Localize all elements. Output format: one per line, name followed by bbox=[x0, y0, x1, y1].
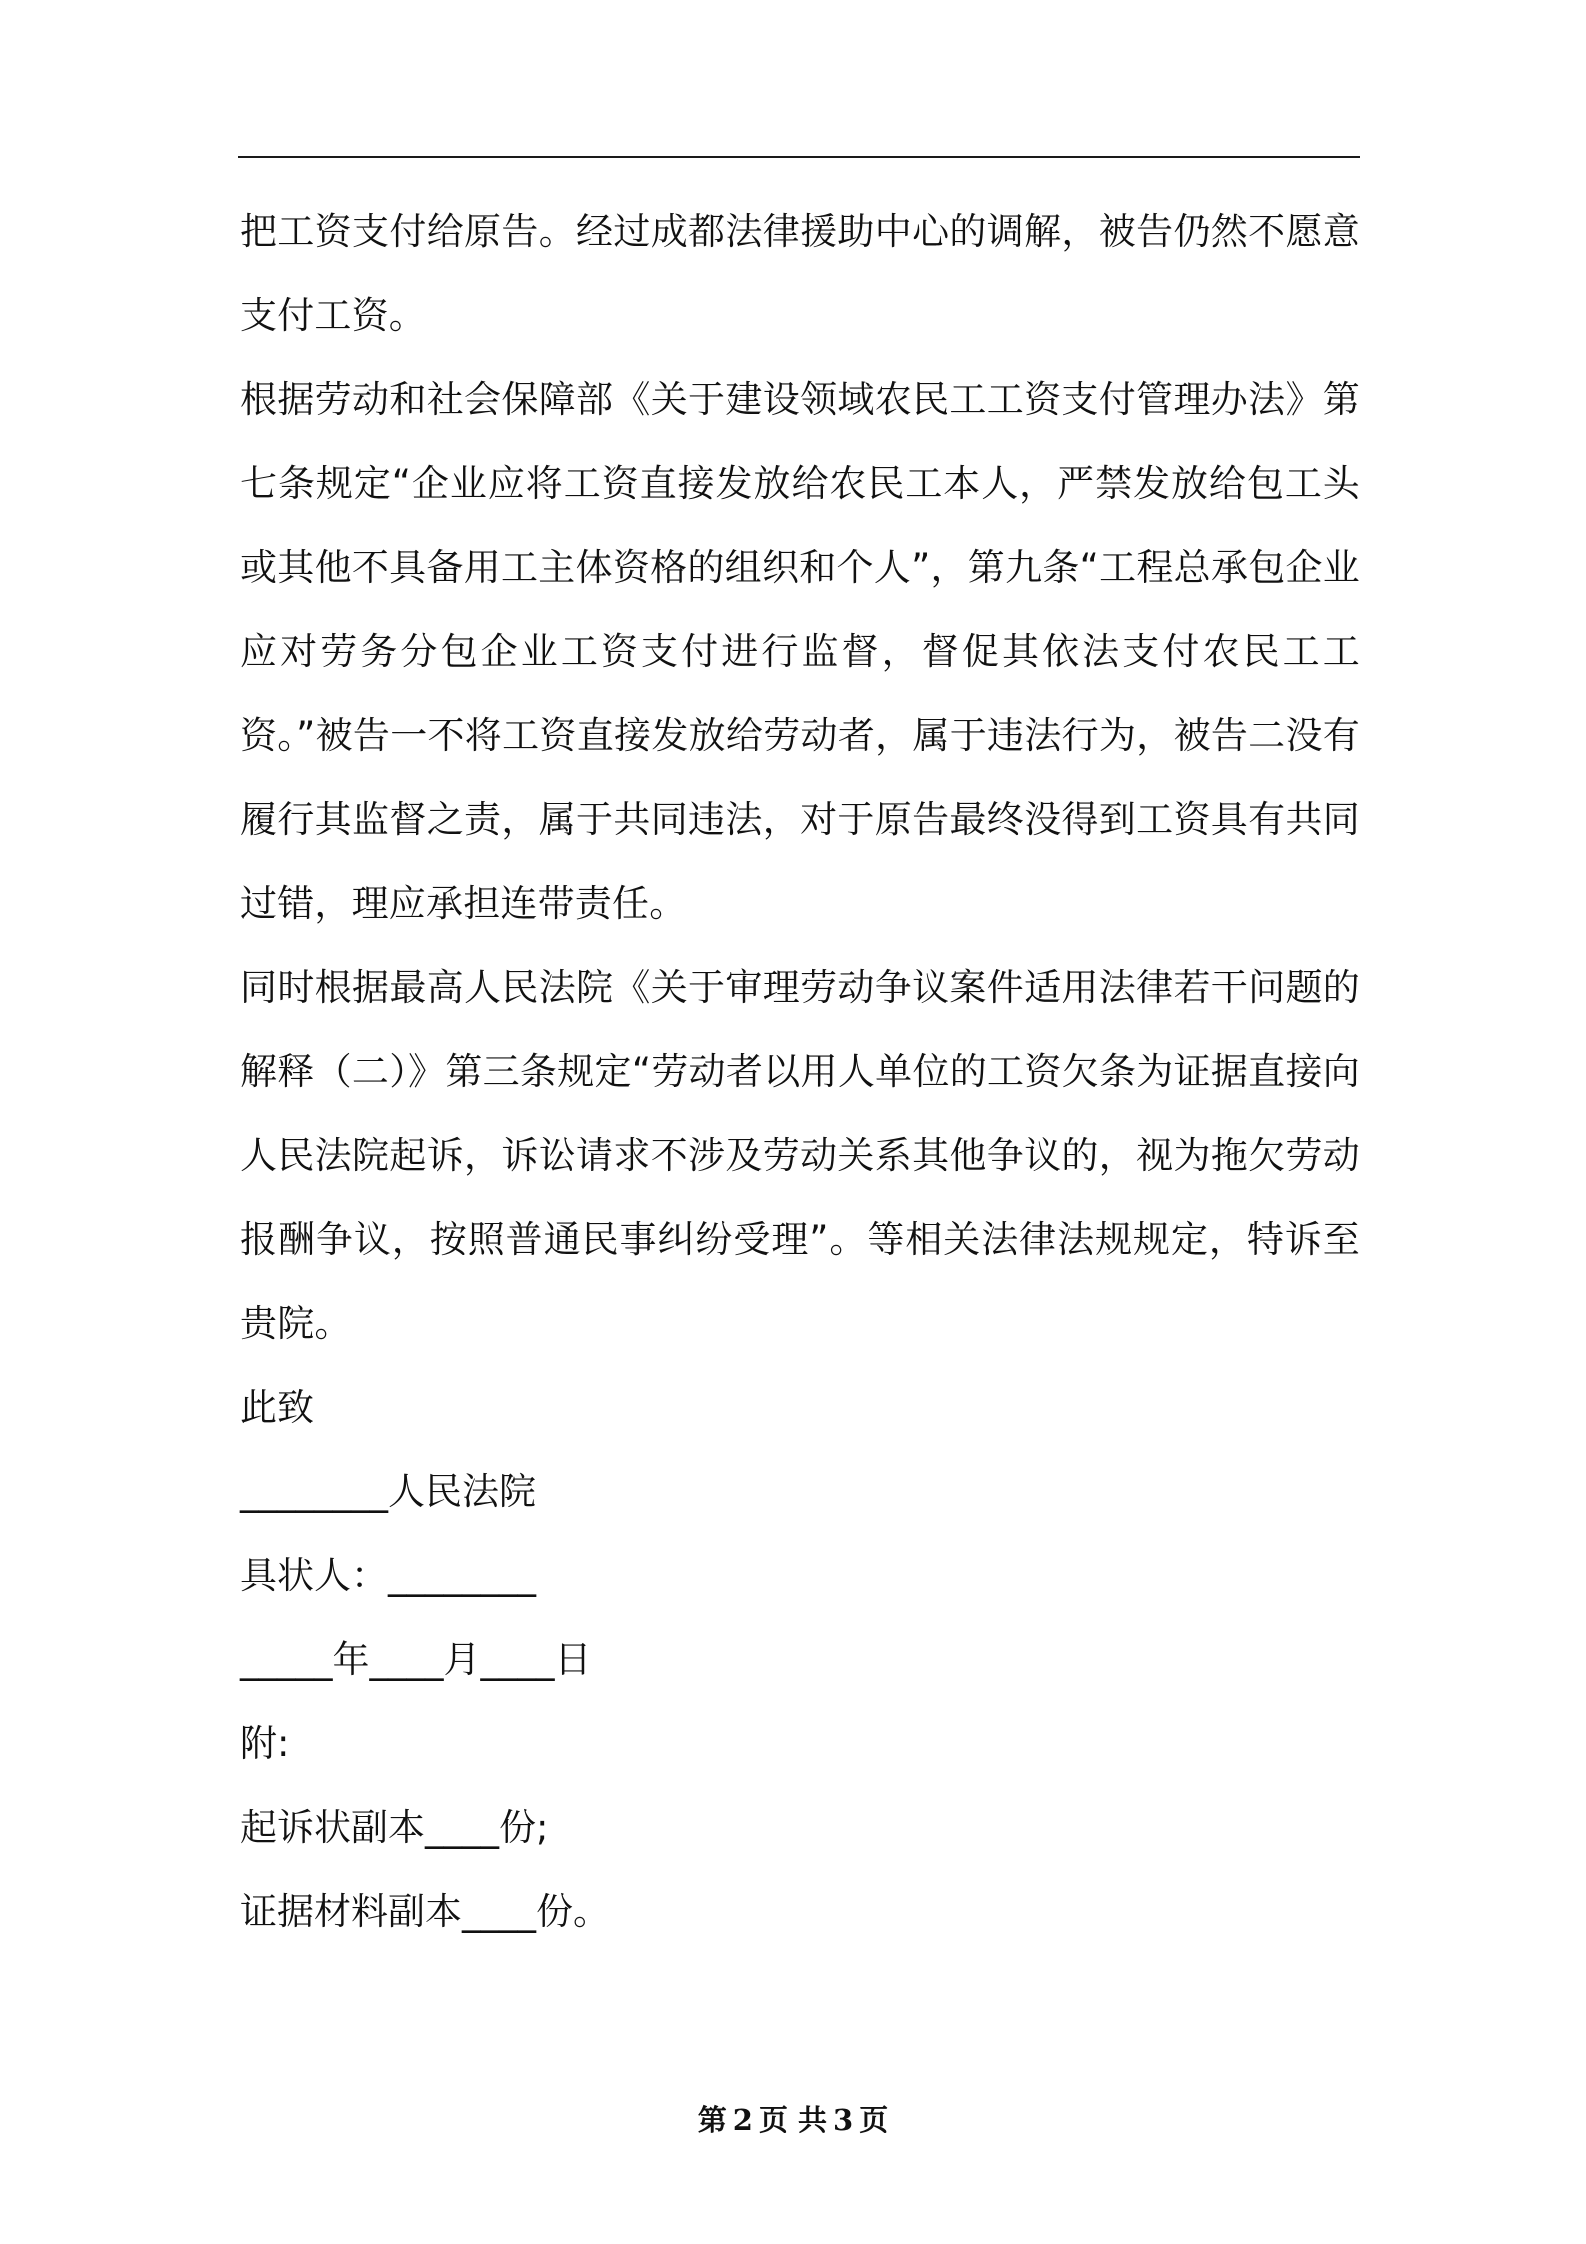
page-suffix: 页 bbox=[859, 2103, 889, 2137]
document-body bbox=[240, 190, 1360, 1954]
paragraph-2: 根据劳动和社会保障部《关于建设领域农民工工资支付管理办法》第七条规定“企业应将工资直接发放给农民工本人，严禁发放给包工头或其他不具备用工主体资格的组织和个人”，第九条“工程总承包企业应对劳务分包企业工资支付进行监督，督促其依法支付农民工工资。”被告一不将工资直接发放给劳动者，属于违法行为，被告二没有履行其监督之责，属于共同违法，对于原告最终没得到工资具有共同过错，理应承担连带责任。 bbox=[240, 378, 1360, 925]
date-line: _____年____月____日 bbox=[240, 1638, 592, 1681]
closing-salutation: 此致 bbox=[240, 1386, 314, 1429]
page-total: 3 bbox=[833, 2103, 854, 2137]
attachment-evidence-copies: 证据材料副本____份。 bbox=[240, 1890, 610, 1933]
attachments-label: 附: bbox=[240, 1722, 290, 1765]
page-middle: 页 共 bbox=[758, 2103, 828, 2137]
header-rule bbox=[238, 156, 1360, 158]
page-prefix: 第 bbox=[697, 2103, 727, 2137]
page-footer bbox=[0, 2098, 1586, 2139]
paragraph-1: 把工资支付给原告。经过成都法律援助中心的调解，被告仍然不愿意支付工资。 bbox=[240, 210, 1360, 337]
signer-line: 具状人：________ bbox=[240, 1554, 536, 1597]
page-current: 2 bbox=[732, 2103, 753, 2137]
attachment-complaint-copies: 起诉状副本____份; bbox=[240, 1806, 549, 1849]
court-line: ________人民法院 bbox=[240, 1470, 536, 1513]
paragraph-3: 同时根据最高人民法院《关于审理劳动争议案件适用法律若干问题的解释（二）》第三条规定“劳动者以用人单位的工资欠条为证据直接向人民法院起诉，诉讼请求不涉及劳动关系其他争议的，视为拖欠劳动报酬争议，按照普通民事纠纷受理”。等相关法律法规规定，特诉至贵院。 bbox=[240, 966, 1360, 1345]
